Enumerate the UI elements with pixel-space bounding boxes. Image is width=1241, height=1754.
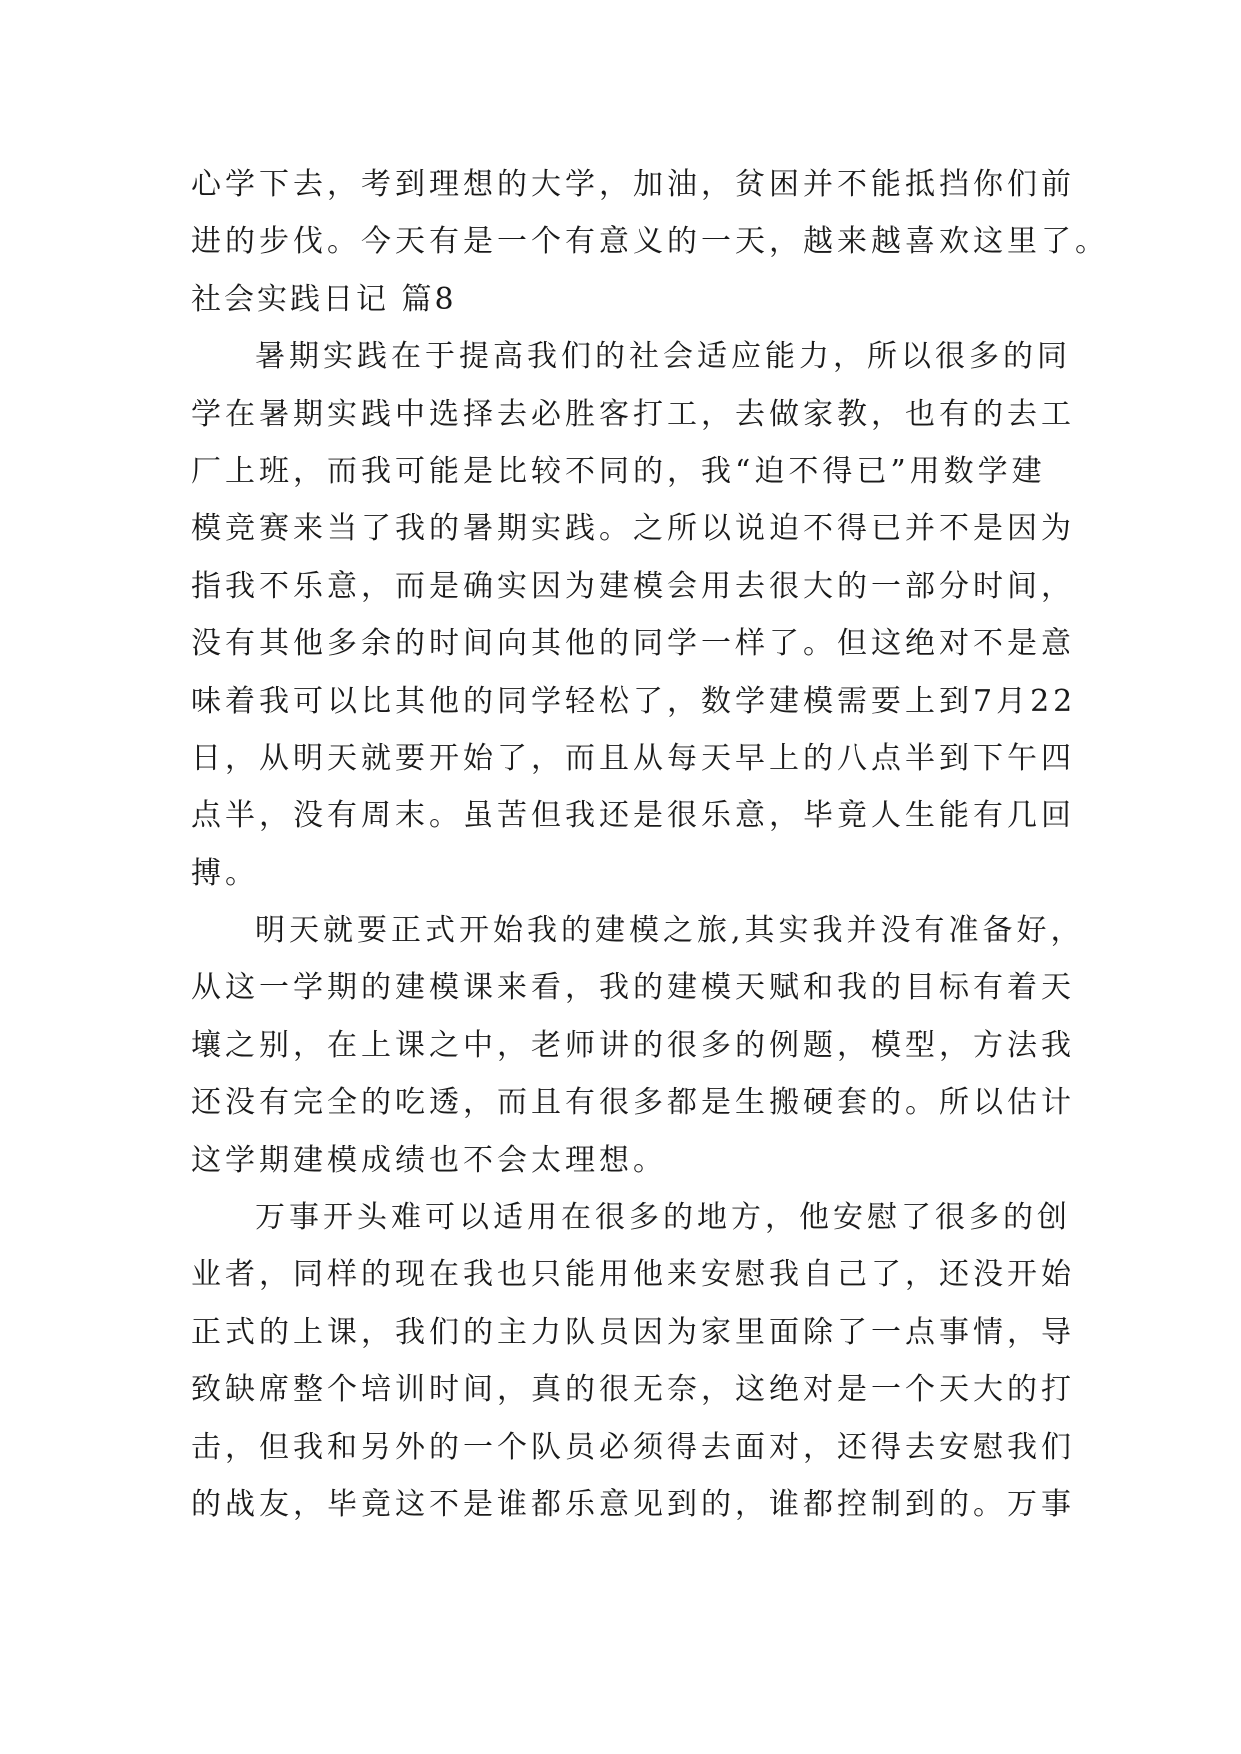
section-heading: 社会实践日记 篇8 bbox=[191, 281, 457, 317]
paragraph-first-line: 万事开头难可以适用在很多的地方，他安慰了很多的创 bbox=[255, 1200, 1071, 1236]
text-line: 业者，同样的现在我也只能用他来安慰我自己了，还没开始 bbox=[191, 1257, 1075, 1293]
text-line: 进的步伐。今天有是一个有意义的一天，越来越喜欢这里了。 bbox=[191, 224, 1109, 260]
paragraph-first-line: 暑期实践在于提高我们的社会适应能力，所以很多的同 bbox=[255, 339, 1071, 375]
text-line: 心学下去，考到理想的大学，加油，贫困并不能抵挡你们前 bbox=[191, 167, 1075, 202]
text-line: 味着我可以比其他的同学轻松了，数学建模需要上到7月22 bbox=[191, 683, 1077, 719]
document-body bbox=[191, 156, 1109, 1533]
text-line: 从这一学期的建模课来看，我的建模天赋和我的目标有着天 bbox=[191, 970, 1075, 1006]
text-line: 击，但我和另外的一个队员必须得去面对，还得去安慰我们 bbox=[191, 1429, 1075, 1465]
text-line: 指我不乐意，而是确实因为建模会用去很大的一部分时间， bbox=[191, 568, 1075, 604]
text-line: 点半，没有周末。虽苦但我还是很乐意，毕竟人生能有几回 bbox=[191, 798, 1075, 834]
text-line: 搏。 bbox=[191, 855, 259, 891]
text-line: 学在暑期实践中选择去必胜客打工，去做家教，也有的去工 bbox=[191, 396, 1075, 432]
text-line: 的战友，毕竟这不是谁都乐意见到的，谁都控制到的。万事 bbox=[191, 1486, 1075, 1522]
text-line: 致缺席整个培训时间，真的很无奈，这绝对是一个天大的打 bbox=[191, 1372, 1075, 1408]
text-line: 正式的上课，我们的主力队员因为家里面除了一点事情，导 bbox=[191, 1314, 1075, 1350]
text-line: 日，从明天就要开始了，而且从每天早上的八点半到下午四 bbox=[191, 740, 1075, 776]
text-line: 这学期建模成绩也不会太理想。 bbox=[191, 1142, 667, 1178]
text-line: 没有其他多余的时间向其他的同学一样了。但这绝对不是意 bbox=[191, 626, 1075, 662]
text-line: 还没有完全的吃透，而且有很多都是生搬硬套的。所以估计 bbox=[191, 1085, 1075, 1121]
paragraph-first-line: 明天就要正式开始我的建模之旅,其实我并没有准备好， bbox=[255, 913, 1085, 949]
text-line: 厂上班，而我可能是比较不同的，我“迫不得已”用数学建 bbox=[191, 453, 1046, 489]
text-line: 壤之别，在上课之中，老师讲的很多的例题，模型，方法我 bbox=[191, 1027, 1075, 1063]
text-line: 模竞赛来当了我的暑期实践。之所以说迫不得已并不是因为 bbox=[191, 511, 1075, 547]
